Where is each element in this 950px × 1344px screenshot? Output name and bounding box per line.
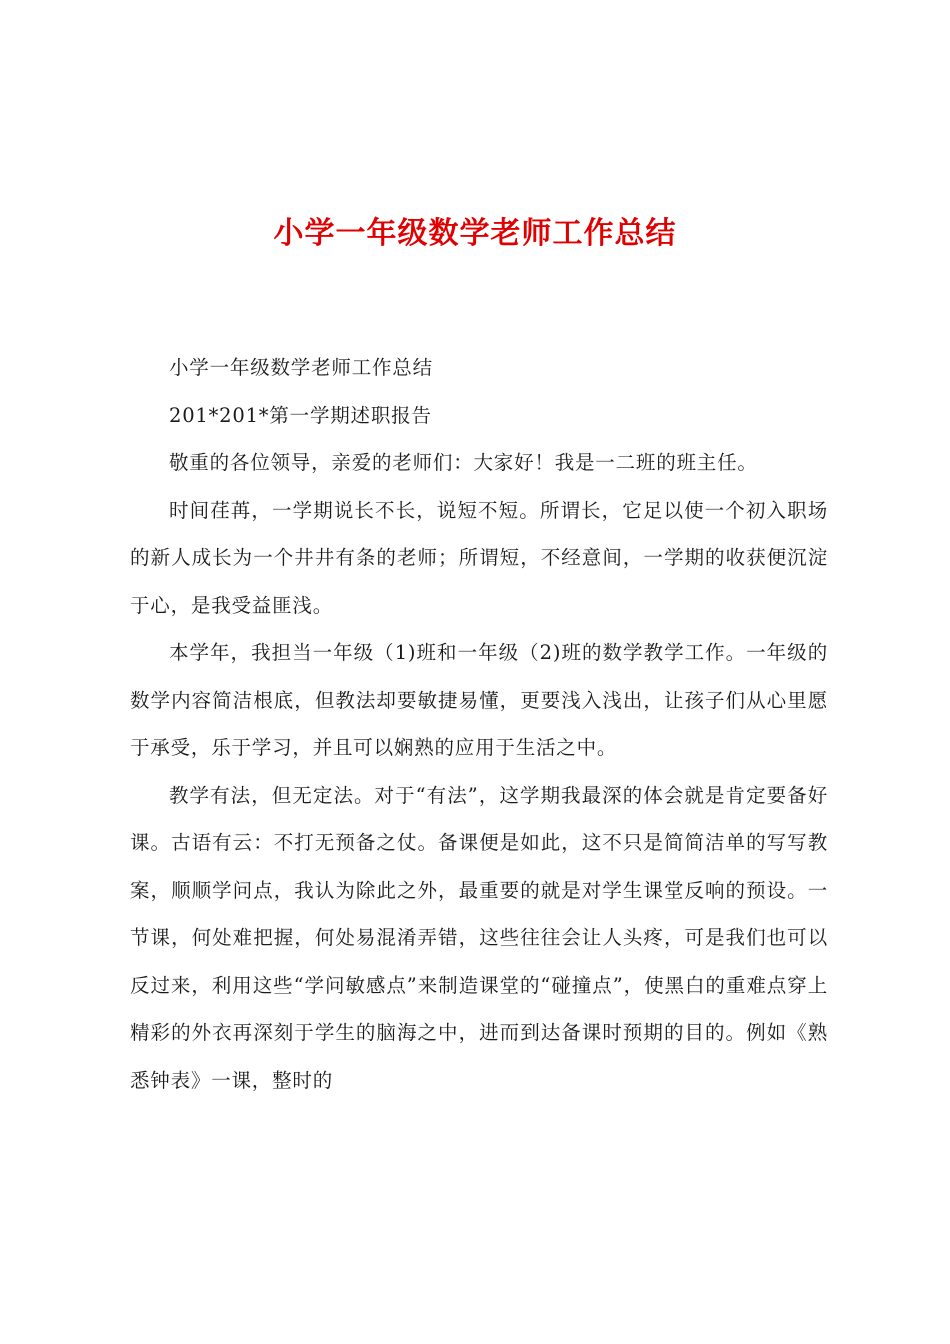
paragraph-teaching-assignment: 本学年，我担当一年级（1)班和一年级（2)班的数学教学工作。一年级的数学内容简洁根底，但教法却要敏捷易懂，更要浅入浅出，让孩子们从心里愿于承受，乐于学习，并且可以娴熟的应用于生活之中。 xyxy=(130,641,828,759)
paragraph-semester-reflection: 时间荏苒，一学期说长不长，说短不短。所谓长，它足以使一个初入职场的新人成长为一个井井有条的老师；所谓短，不经意间，一学期的收获便沉淀于心，是我受益匪浅。 xyxy=(130,498,828,617)
paragraph-teaching-method: 教学有法，但无定法。对于“有法”，这学期我最深的体会就是肯定要备好课。古语有云：不打无预备之仗。备课便是如此，这不只是简简洁单的写写教案，顺顺学问点，我认为除此之外，最重要的就是对学生课堂反响的预设。一节课，何处难把握，何处易混淆弄错，这些往往会让人头疼，可是我们也可以反过来，利用这些“学问敏感点”来制造课堂的“碰撞点”，使黑白的重难点穿上精彩的外衣再深刻于学生的脑海之中，进而到达备课时预期的目的。例如《熟悉钟表》一课，整时的 xyxy=(130,783,828,1092)
paragraph-greeting: 敬重的各位领导，亲爱的老师们：大家好！我是一二班的班主任。 xyxy=(169,451,758,474)
paragraph-subtitle: 小学一年级数学老师工作总结 xyxy=(169,356,433,379)
paragraph-report-term: 201*201*第一学期述职报告 xyxy=(169,403,432,427)
document-title: 小学一年级数学老师工作总结 xyxy=(273,216,677,251)
document-body xyxy=(130,344,828,1104)
